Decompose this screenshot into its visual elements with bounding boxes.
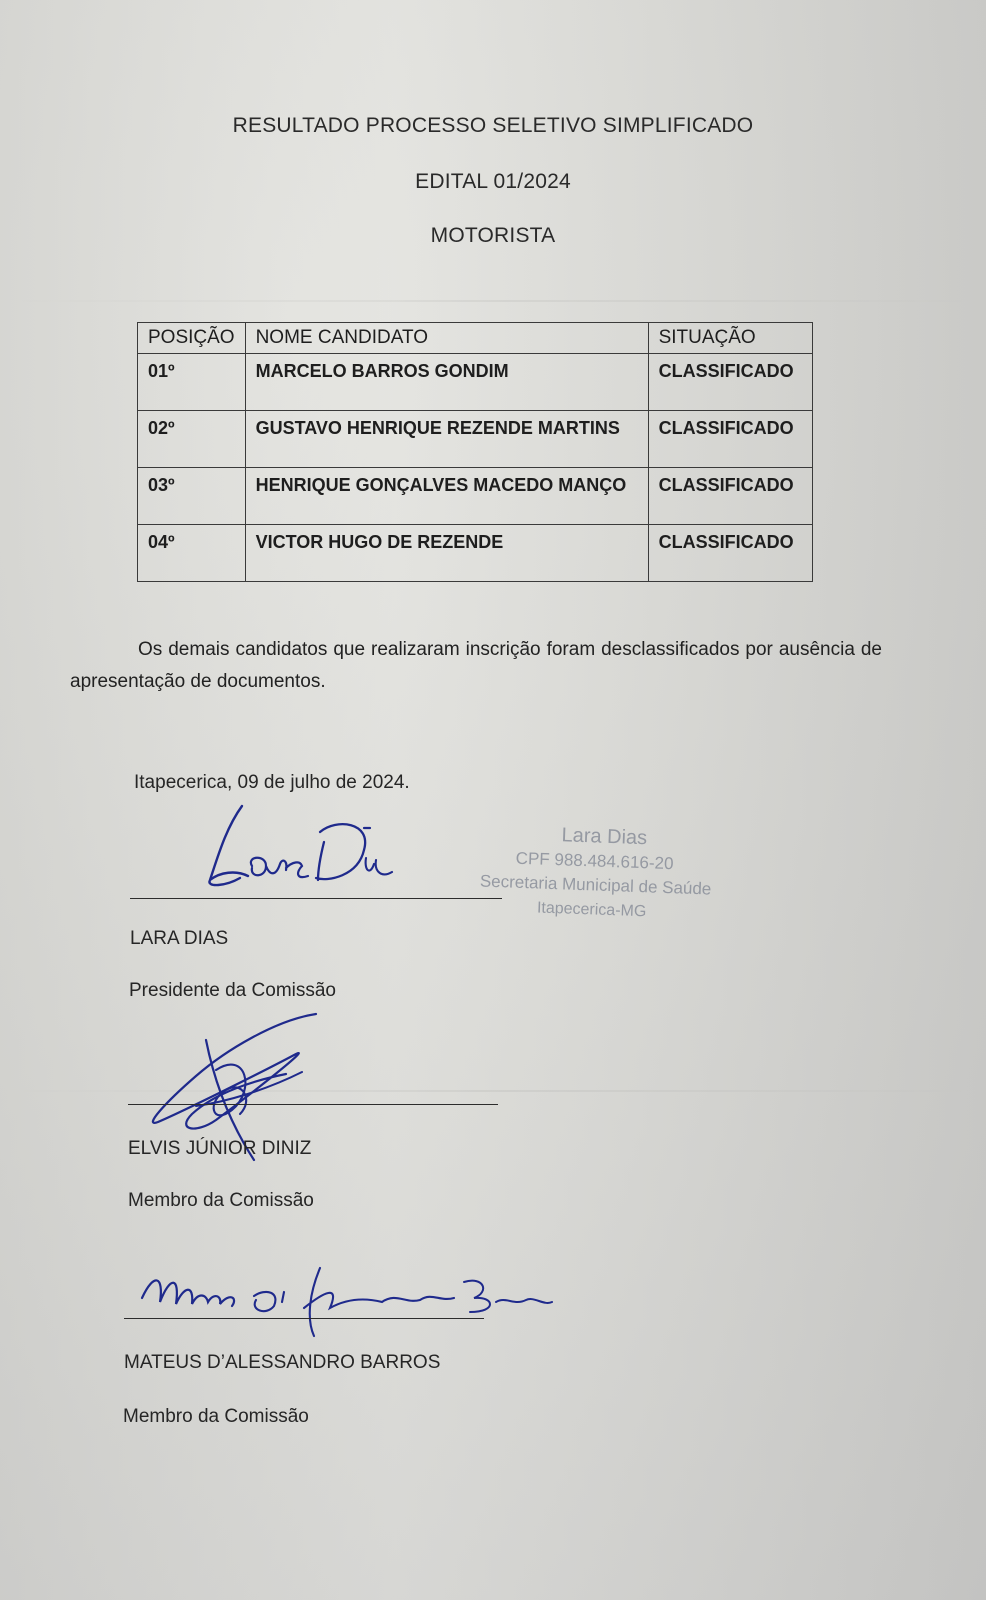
signatory-name-2: ELVIS JÚNIOR DINIZ — [128, 1138, 312, 1159]
row-position: 01º — [138, 354, 246, 411]
row-candidate-name: MARCELO BARROS GONDIM — [245, 354, 648, 411]
table-row — [138, 411, 813, 468]
signature-line-1 — [130, 898, 502, 899]
table-header-row — [138, 323, 813, 354]
notice-paragraph — [70, 634, 882, 698]
row-status: CLASSIFICADO — [648, 525, 812, 582]
signatory-role-1: Presidente da Comissão — [129, 980, 336, 1001]
notice-text: Os demais candidatos que realizaram inscrição foram desclassificados por ausência de apresentação de documentos. — [70, 639, 882, 692]
stamp-department: Secretaria Municipal de Saúde — [479, 871, 712, 899]
row-candidate-name: GUSTAVO HENRIQUE REZENDE MARTINS — [245, 411, 648, 468]
document-title: RESULTADO PROCESSO SELETIVO SIMPLIFICADO — [232, 114, 754, 137]
table-row — [138, 525, 813, 582]
results-table — [137, 322, 813, 582]
table-row — [138, 354, 813, 411]
header-position: POSIÇÃO — [138, 323, 246, 354]
row-candidate-name: HENRIQUE GONÇALVES MACEDO MANÇO — [245, 468, 648, 525]
paper-fold — [0, 300, 986, 302]
signature-line-3 — [124, 1318, 484, 1319]
header-status: SITUAÇÃO — [648, 323, 812, 354]
signatory-name-3: MATEUS D’ALESSANDRO BARROS — [124, 1352, 441, 1373]
row-status: CLASSIFICADO — [648, 354, 812, 411]
stamp-cpf: CPF 988.484.616-20 — [515, 848, 674, 874]
stamp-city: Itapecerica-MG — [536, 899, 647, 921]
signature-line-2 — [128, 1104, 498, 1105]
signatory-role-2: Membro da Comissão — [128, 1190, 314, 1211]
stamp-name: Lara Dias — [561, 824, 648, 850]
row-position: 04º — [138, 525, 246, 582]
row-position: 02º — [138, 411, 246, 468]
place-and-date: Itapecerica, 09 de julho de 2024. — [134, 772, 410, 793]
signatory-role-3: Membro da Comissão — [123, 1406, 309, 1427]
row-status: CLASSIFICADO — [648, 411, 812, 468]
signatory-name-1: LARA DIAS — [130, 928, 229, 949]
table-row — [138, 468, 813, 525]
row-status: CLASSIFICADO — [648, 468, 812, 525]
signature-lara-dias — [196, 798, 396, 892]
row-position: 03º — [138, 468, 246, 525]
row-candidate-name: VICTOR HUGO DE REZENDE — [245, 525, 648, 582]
edital-number: EDITAL 01/2024 — [415, 170, 571, 193]
official-stamp — [468, 821, 752, 941]
job-title: MOTORISTA — [430, 224, 556, 247]
header-candidate-name: NOME CANDIDATO — [245, 323, 648, 354]
signature-mateus-barros — [134, 1262, 554, 1342]
